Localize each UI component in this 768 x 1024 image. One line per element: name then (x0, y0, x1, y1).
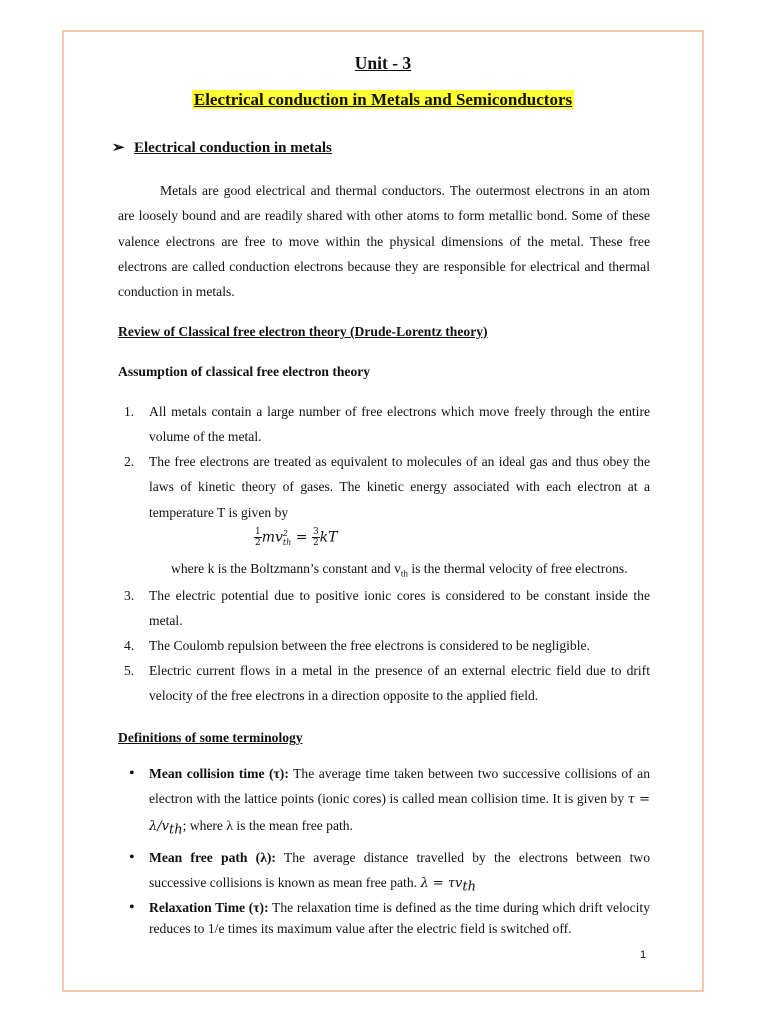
list-number: 2. (124, 454, 135, 469)
formula-explanation: where k is the Boltzmann’s constant and $v_{th}$ is the thermal velocity of free electrons. (171, 561, 628, 579)
list-number: 3. (124, 588, 135, 603)
review-heading: Review of Classical free electron theory (Drude-Lorentz theory) (118, 324, 488, 339)
list-text: All metals contain a large number of free electrons which move freely through the entire volume of the metal. (149, 404, 650, 445)
list-item (118, 583, 650, 634)
arrow-bullet-icon: ➢ (112, 140, 125, 156)
definition-item: • Mean collision time (τ): The average time taken between two successive collisions of an electron with the lattice points (ionic cores) is called mean collision time. It is given by τ = λ/vth; where λ is the mean free path. (118, 761, 650, 843)
list-number: 5. (124, 663, 135, 678)
list-item (118, 658, 650, 709)
bullet-dot-icon: • (129, 849, 135, 866)
definition-item: • Mean free path (λ): The average distance travelled by the electrons between two successive collisions is known as mean free path. λ = τvth (118, 845, 650, 900)
list-text: The electric potential due to positive ionic cores is considered to be constant inside the metal. (149, 588, 650, 629)
list-item (118, 633, 650, 658)
bullet-dot-icon: • (129, 765, 135, 782)
list-text: The Coulomb repulsion between the free electrons is considered to be negligible. (149, 638, 590, 653)
list-text: Electric current flows in a metal in the presence of an external electric field due to drift velocity of the free electrons in a direction opposite to the applied field. (149, 663, 650, 704)
list-number: 4. (124, 638, 135, 653)
section-heading: ➢ Electrical conduction in metals (112, 140, 332, 156)
list-text: The free electrons are treated as equivalent to molecules of an ideal gas and thus obey the laws of kinetic theory of gases. The kinetic energy associated with each electron at a temperature T is given by (149, 454, 650, 520)
list-item (118, 449, 650, 525)
definitions-heading: Definitions of some terminology (118, 730, 303, 745)
main-title: Electrical conduction in Metals and Semiconductors (193, 90, 573, 109)
unit-heading: Unit - 3 (354, 53, 412, 73)
list-item (118, 399, 650, 450)
page-number: 1 (640, 949, 647, 961)
intro-paragraph: Metals are good electrical and thermal conductors. The outermost electrons in an atom are loosely bound and are readily shared with other atoms to form metallic bond. Some of these valence electrons are free to move within the physical dimensions of the metal. These free electrons are called conduction electrons because they are responsible for electrical and thermal conduction in metals. (118, 183, 650, 300)
definition-item: • Relaxation Time (τ): The relaxation time is defined as the time during which drift velocity reduces to 1/e times its maximum value after the electric field is switched off. (129, 899, 650, 936)
list-number: 1. (124, 404, 135, 419)
kinetic-energy-formula: $\frac{1}{2}$ mv 2 th = $\frac{3}{2}$ kT (255, 527, 338, 548)
assumption-heading: Assumption of classical free electron theory (118, 364, 371, 379)
bullet-dot-icon: • (129, 899, 135, 916)
